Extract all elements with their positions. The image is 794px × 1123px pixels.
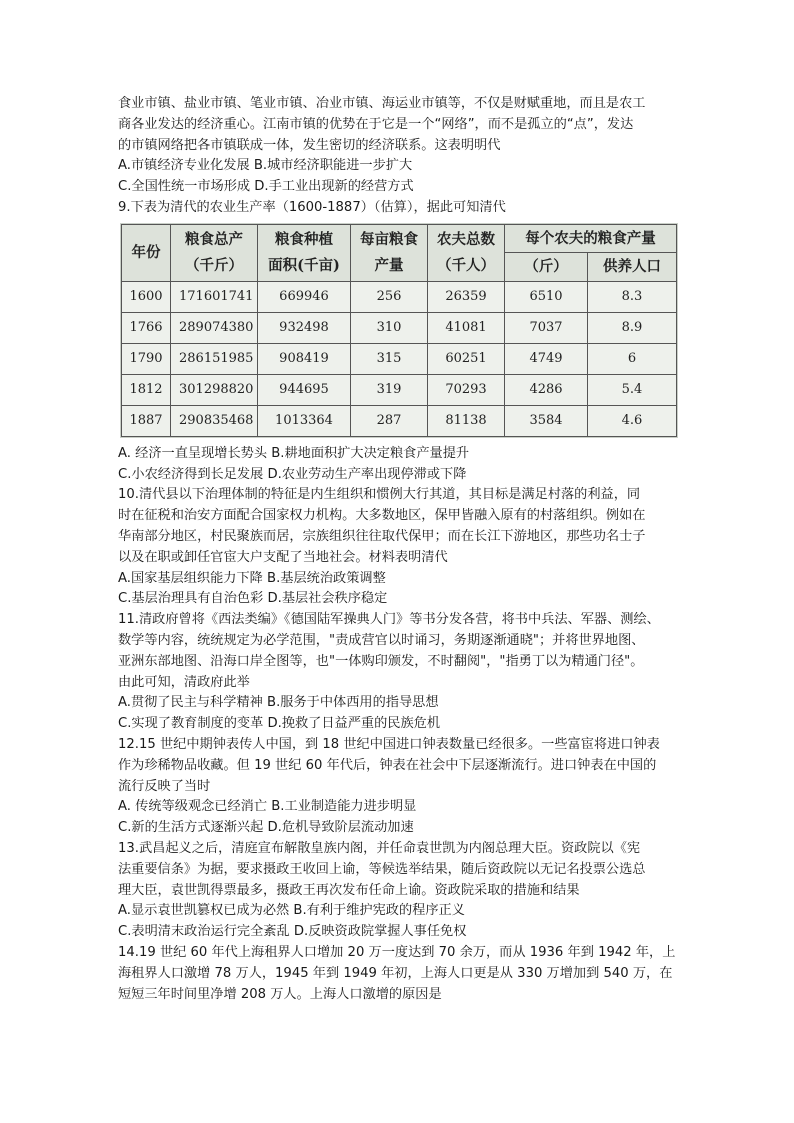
th-total-farmers: 农夫总数 （千人）: [428, 224, 505, 281]
cell-yield: 310: [351, 312, 428, 343]
cell-total-grain: 286151985: [171, 343, 258, 374]
q14-stem-line-1: 14.19 世纪 60 年代上海租界人口增加 20 万一度达到 70 余万，而从 1936 年到 1942 年，上: [118, 944, 676, 960]
cell-jin: 4286: [505, 374, 588, 405]
q10-option-cd: C.基层治理具有自治色彩 D.基层社会秩序稳定: [118, 591, 388, 607]
q10-stem-line-2: 时在征税和治安方面配合国家权力机构。大多数地区，保甲皆融入原有的村落组织。例如在: [118, 508, 646, 524]
q10-option-ab: A.国家基层组织能力下降 B.基层统治政策调整: [118, 570, 386, 586]
cell-yield: 315: [351, 343, 428, 374]
table-row: [122, 281, 677, 312]
q11-stem-line-3: 亚洲东部地图、沿海口岸全图等，也"一体购印颁发，不时翻阅"，"指勇丁以为精通门径"。: [118, 653, 644, 669]
q9-option-ab: A. 经济一直呈现增长势头 B.耕地面积扩大决定粮食产量提升: [118, 445, 470, 461]
q13-option-cd: C.表明清末政治运行完全紊乱 D.反映资政院掌握人事任免权: [118, 924, 467, 940]
q14-stem-line-2: 海租界人口激增 78 万人，1945 年到 1949 年初，上海人口更是从 330 万增加到 540 万，在: [118, 965, 673, 981]
cell-jin: 4749: [505, 343, 588, 374]
cell-year: 1812: [122, 374, 171, 405]
th-yield-per-mu: 每亩粮食 产量: [351, 224, 428, 281]
q9-option-cd: C.小农经济得到长足发展 D.农业劳动生产率出现停滞或下降: [118, 466, 467, 482]
cell-farmers: 70293: [428, 374, 505, 405]
q8-option-cd: C.全国性统一市场形成 D.手工业出现新的经营方式: [118, 179, 414, 195]
cell-area: 669946: [258, 281, 351, 312]
cell-total-grain: 290835468: [171, 405, 258, 436]
question-11: [118, 610, 678, 735]
th-year: 年份: [122, 224, 171, 281]
th-supported-population: 供养人口: [588, 253, 677, 282]
q12-stem-line-3: 流行反映了当时: [118, 778, 211, 794]
cell-jin: 6510: [505, 281, 588, 312]
q10-stem-line-1: 10.清代县以下治理体制的特征是内生组织和惯例大行其道，其目标是满足村落的利益，同: [118, 487, 641, 503]
q12-stem-line-1: 12.15 世纪中期钟表传人中国，到 18 世纪中国进口钟表数量已经很多。一些富宦将进口钟表: [118, 736, 660, 752]
q12-option-cd: C.新的生活方式逐渐兴起 D.危机导致阶层流动加速: [118, 820, 414, 836]
q13-stem-line-1: 13.武昌起义之后，清庭宣布解散皇族内阁，并任命袁世凯为内阁总理大臣。资政院以《宪: [118, 840, 641, 856]
q11-option-cd: C.实现了教育制度的变革 D.挽救了日益严重的民族危机: [118, 716, 441, 732]
cell-total-grain: 289074380: [171, 312, 258, 343]
cell-yield: 319: [351, 374, 428, 405]
q12-stem-line-2: 作为珍稀物品收藏。但 19 世纪 60 年代后，钟表在社会中下层逐渐流行。进口钟表在中国的: [118, 757, 657, 773]
cell-yield: 287: [351, 405, 428, 436]
cell-area: 1013364: [258, 405, 351, 436]
question-10: [118, 485, 678, 610]
cell-jin: 7037: [505, 312, 588, 343]
table-header-row: [122, 224, 677, 253]
q11-option-ab: A.贯彻了民主与科学精神 B.服务于中体西用的指导思想: [118, 695, 439, 711]
question-12: [118, 735, 678, 839]
cell-farmers: 60251: [428, 343, 505, 374]
cell-total-grain: 171601741: [171, 281, 258, 312]
cell-area: 908419: [258, 343, 351, 374]
q11-stem-line-4: 由此可知，清政府此举: [118, 674, 250, 690]
q13-stem-line-2: 法重要信条》为据，要求摄政王收回上谕，等候选举结果，随后资政院以无记名投票公选总: [118, 861, 646, 877]
question-9: [118, 198, 678, 485]
cell-supported: 8.3: [588, 281, 677, 312]
table-row: [122, 343, 677, 374]
th-per-farmer-output: 每个农夫的粮食产量: [505, 224, 677, 253]
cell-supported: 8.9: [588, 312, 677, 343]
q14-stem-line-3: 短短三年时间里净增 208 万人。上海人口激增的原因是: [118, 986, 442, 1002]
q10-stem-line-3: 华南部分地区，村民聚族而居，宗族组织往往取代保甲；而在长江下游地区，那些功名士子: [118, 528, 646, 544]
cell-total-grain: 301298820: [171, 374, 258, 405]
th-jin: （斤）: [505, 253, 588, 282]
cell-farmers: 26359: [428, 281, 505, 312]
q13-stem-line-3: 理大臣，袁世凯得票最多，摄政王再次发布任命上谕。资政院采取的措施和结果: [118, 882, 580, 898]
table-row: [122, 405, 677, 436]
cell-area: 932498: [258, 312, 351, 343]
question-8-continued: [118, 94, 678, 198]
q8-stem-line-3: 的市镇网络把各市镇联成一体，发生密切的经济联系。这表明明代: [118, 137, 501, 153]
q9-stem: 9.下表为清代的农业生产率（1600-1887）（估算），据此可知清代: [118, 199, 506, 215]
question-14: [118, 943, 678, 1005]
q10-stem-line-4: 以及在职或卸任官宦大户支配了当地社会。材料表明清代: [118, 549, 448, 565]
th-total-grain: 粮食总产 （千斤）: [171, 224, 258, 281]
cell-year: 1887: [122, 405, 171, 436]
exam-page: [118, 94, 678, 1005]
th-planting-area: 粮食种植 面积(千亩): [258, 224, 351, 281]
q9-table-image: [120, 223, 678, 438]
q12-option-ab: A. 传统等级观念已经消亡 B.工业制造能力进步明显: [118, 799, 417, 815]
cell-year: 1790: [122, 343, 171, 374]
cell-yield: 256: [351, 281, 428, 312]
q8-option-ab: A.市镇经济专业化发展 B.城市经济职能进一步扩大: [118, 158, 413, 174]
cell-supported: 4.6: [588, 405, 677, 436]
question-13: [118, 839, 678, 943]
cell-area: 944695: [258, 374, 351, 405]
q8-stem-line-1: 食业市镇、盐业市镇、笔业市镇、冶业市镇、海运业市镇等，不仅是财赋重地，而且是农工: [118, 96, 646, 111]
q9-agri-productivity-table: [121, 224, 677, 437]
cell-supported: 6: [588, 343, 677, 374]
q13-option-ab: A.显示袁世凯篡权已成为必然 B.有利于维护宪政的程序正义: [118, 903, 465, 919]
q11-stem-line-1: 11.清政府曾将《西法类编》《德国陆军操典人门》等书分发各营，将书中兵法、军器、测绘、: [118, 612, 660, 628]
cell-year: 1766: [122, 312, 171, 343]
cell-supported: 5.4: [588, 374, 677, 405]
cell-farmers: 41081: [428, 312, 505, 343]
cell-farmers: 81138: [428, 405, 505, 436]
q11-stem-line-2: 数学等内容，统统规定为必学范围，"责成营官以时诵习，务期逐渐通晓"；并将世界地图、: [118, 632, 645, 648]
table-row: [122, 312, 677, 343]
cell-year: 1600: [122, 281, 171, 312]
q8-stem-line-2: 商各业发达的经济重心。江南市镇的优势在于它是一个“网络”，而不是孤立的“点”，发达: [118, 116, 634, 132]
table-row: [122, 374, 677, 405]
cell-jin: 3584: [505, 405, 588, 436]
